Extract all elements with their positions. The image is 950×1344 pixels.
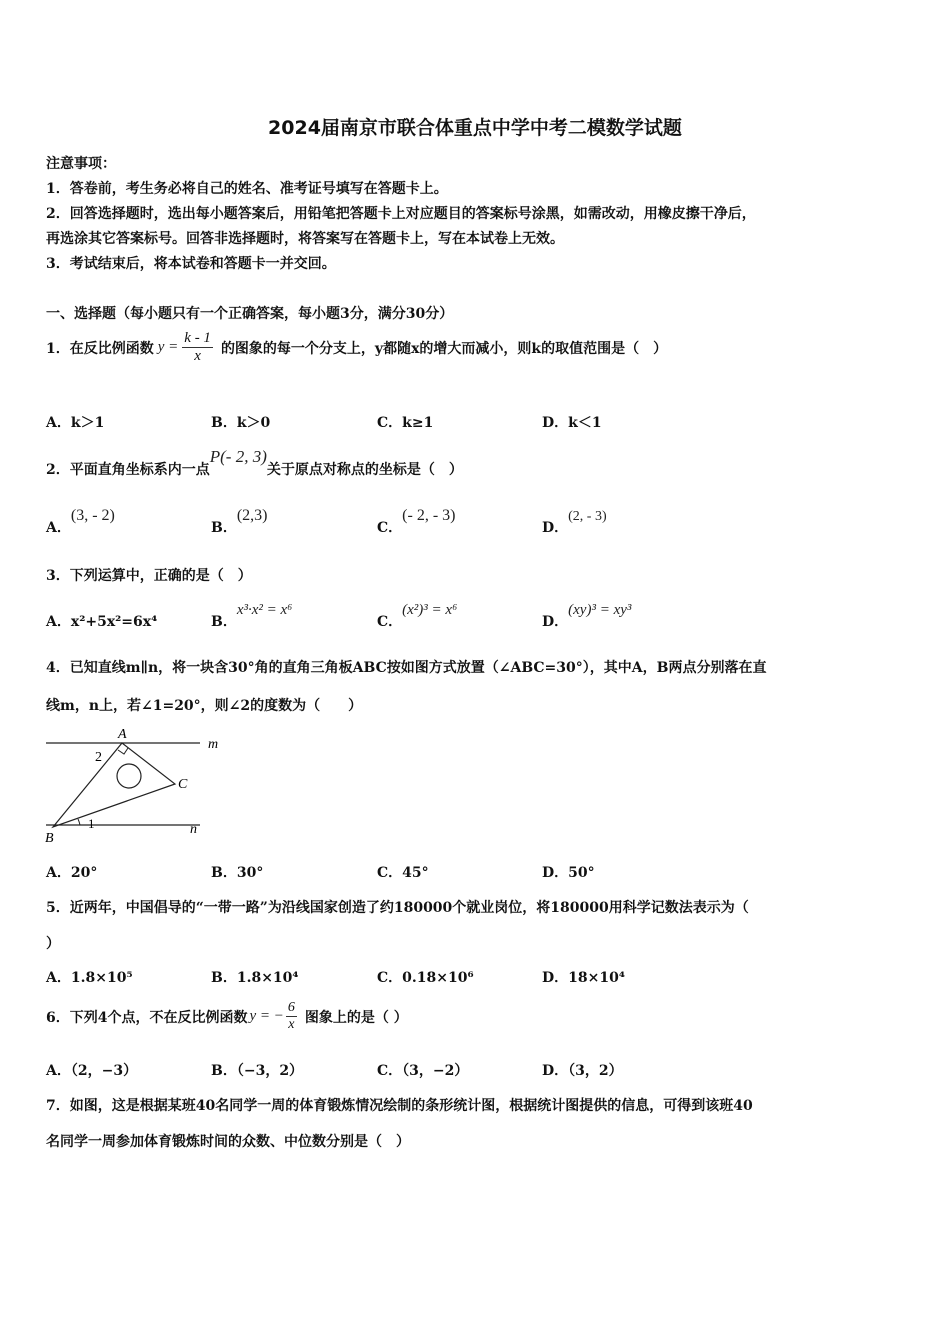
option-text: (2,3) xyxy=(236,507,268,524)
option-text: 1.8×10⁴ xyxy=(236,970,299,986)
question-7-line2: 名同学一周参加体育锻炼时间的众数、中位数分别是（ ） xyxy=(46,1134,410,1150)
q6-option-c xyxy=(377,1060,468,1080)
q5-option-a xyxy=(46,967,133,987)
label-a: A xyxy=(118,727,127,742)
section-heading: 一、选择题（每小题只有一个正确答案，每小题3分，满分30分） xyxy=(46,306,454,322)
question-1-stem xyxy=(46,330,667,365)
q1-suffix: 的图象的每一个分支上，y都随x的增大而减小，则k的取值范围是（ ） xyxy=(220,340,668,357)
option-label: C． xyxy=(377,614,403,630)
question-5-line2: ） xyxy=(46,936,60,952)
triangle-hole xyxy=(117,764,141,788)
triangle-abc xyxy=(53,743,175,827)
q1-option-b xyxy=(211,412,270,432)
option-text: (xy)³ = xy³ xyxy=(568,602,632,618)
option-label: B． xyxy=(211,614,237,630)
option-text: 30° xyxy=(236,865,264,881)
option-text: 1.8×10⁵ xyxy=(70,970,133,986)
option-label: D． xyxy=(542,970,569,986)
q6-prefix: 6．下列4个点，不在反比例函数 xyxy=(46,1009,248,1026)
option-label: B． xyxy=(211,1063,237,1079)
q1-frac-den: x xyxy=(194,348,201,364)
option-label: A． xyxy=(46,415,71,431)
option-text: (3, - 2) xyxy=(70,507,115,524)
option-label: C． xyxy=(377,415,403,431)
option-label: A． xyxy=(46,614,71,630)
note-item: 再选涂其它答案标号。回答非选择题时，将答案写在答题卡上，写在本试卷上无效。 xyxy=(46,231,564,247)
option-text: 18×10⁴ xyxy=(568,970,625,986)
triangle-figure xyxy=(40,722,240,850)
label-m: m xyxy=(208,737,219,752)
option-label: C． xyxy=(377,520,403,536)
label-b: B xyxy=(45,831,54,846)
q2-prefix: 2．平面直角坐标系内一点 xyxy=(46,462,210,478)
option-label: A． xyxy=(46,865,71,881)
label-n: n xyxy=(190,822,197,837)
option-label: D． xyxy=(542,1063,569,1079)
q5-option-d xyxy=(542,967,625,987)
label-angle-2: 2 xyxy=(95,750,102,765)
option-label: B． xyxy=(211,970,237,986)
question-2-stem xyxy=(46,447,463,478)
option-label: D． xyxy=(542,520,569,536)
q1-option-d xyxy=(542,412,602,432)
option-text: (2, - 3) xyxy=(568,509,607,524)
q2-option-d xyxy=(542,505,607,536)
label-angle-1: 1 xyxy=(88,816,95,831)
q4-option-c xyxy=(377,862,429,882)
option-label: A． xyxy=(46,1063,71,1079)
option-text: 20° xyxy=(70,865,98,881)
q1-fraction xyxy=(182,330,213,365)
q1-option-c xyxy=(377,412,433,432)
q3-option-a xyxy=(46,611,157,631)
notes-heading: 注意事项： xyxy=(46,156,116,172)
option-text: （3，−2） xyxy=(402,1063,469,1079)
q1-prefix: 1．在反比例函数 xyxy=(46,340,154,357)
option-text: 50° xyxy=(568,865,595,881)
option-label: C． xyxy=(377,865,403,881)
option-label: C． xyxy=(377,970,403,986)
option-text: k＞0 xyxy=(236,415,271,431)
option-label: A． xyxy=(46,520,71,536)
note-item: 3．考试结束后，将本试卷和答题卡一并交回。 xyxy=(46,256,336,272)
q6-y-eq: y = − xyxy=(249,1008,284,1024)
option-text: k≥1 xyxy=(402,415,434,431)
option-text: k＞1 xyxy=(70,415,105,431)
q5-option-c xyxy=(377,967,474,987)
q2-option-c xyxy=(377,505,456,536)
note-item: 1．答卷前，考生务必将自己的姓名、准考证号填写在答题卡上。 xyxy=(46,181,448,197)
option-label: D． xyxy=(542,865,569,881)
option-text: （−3，2） xyxy=(236,1063,304,1079)
q6-option-b xyxy=(211,1060,303,1080)
option-text: k＜1 xyxy=(568,415,602,431)
question-7-line1: 7．如图，这是根据某班40名同学一周的体育锻炼情况绘制的条形统计图，根据统计图提供的信息，可得到该班40 xyxy=(46,1098,753,1114)
q2-point: P(- 2, 3) xyxy=(209,447,267,466)
question-5-line1: 5．近两年，中国倡导的“一带一路”为沿线国家创造了约180000个就业岗位，将180000用科学记数法表示为（ xyxy=(46,900,749,916)
question-3-stem: 3．下列运算中，正确的是（ ） xyxy=(46,568,252,584)
option-label: D． xyxy=(542,415,569,431)
q6-frac-num: 6 xyxy=(287,1000,295,1015)
q4-option-b xyxy=(211,862,263,882)
q6-frac-den: x xyxy=(288,1017,295,1032)
option-text: x³·x² = x⁶ xyxy=(236,602,293,618)
option-text: (x²)³ = x⁶ xyxy=(402,602,458,618)
q3-option-b xyxy=(211,599,293,630)
question-6-stem xyxy=(46,1000,408,1033)
option-label: B． xyxy=(211,520,237,536)
q3-option-c xyxy=(377,599,458,630)
option-text: （2，−3） xyxy=(70,1063,138,1079)
option-label: D． xyxy=(542,614,569,630)
label-c: C xyxy=(178,777,188,792)
option-text: （3，2） xyxy=(568,1063,623,1079)
option-label: B． xyxy=(211,415,237,431)
question-4-line2: 线m，n上，若∠1=20°，则∠2的度数为（ ） xyxy=(46,698,363,714)
q2-option-b xyxy=(211,505,268,536)
q6-option-a xyxy=(46,1060,137,1080)
option-text: 0.18×10⁶ xyxy=(402,970,474,986)
note-item: 2．回答选择题时，选出每小题答案后，用铅笔把答题卡上对应题目的答案标号涂黑，如需改动，用橡皮擦干净后， xyxy=(46,206,756,222)
option-text: x²+5x²=6x⁴ xyxy=(70,614,158,630)
question-4-line1: 4．已知直线m∥n，将一块含30°角的直角三角板ABC按如图方式放置（∠ABC=30°），其中A，B两点分别落在直 xyxy=(46,660,767,676)
q6-suffix: 图象上的是（ ） xyxy=(304,1009,408,1026)
option-label: C． xyxy=(377,1063,403,1079)
q1-option-a xyxy=(46,412,104,432)
q2-option-a xyxy=(46,505,115,536)
q1-frac-num: k - 1 xyxy=(184,330,211,346)
q1-y-eq: y = xyxy=(157,339,179,355)
q6-fraction xyxy=(286,1000,297,1033)
option-label: A． xyxy=(46,970,71,986)
option-text: (- 2, - 3) xyxy=(402,507,456,524)
option-label: B． xyxy=(211,865,237,881)
q4-option-d xyxy=(542,862,595,882)
q6-option-d xyxy=(542,1060,623,1080)
q5-option-b xyxy=(211,967,299,987)
angle-1-arc xyxy=(78,819,80,825)
q2-suffix: 关于原点对称点的坐标是（ ） xyxy=(266,462,463,478)
q4-option-a xyxy=(46,862,97,882)
q3-option-d xyxy=(542,599,632,630)
page-title: 2024届南京市联合体重点中学中考二模数学试题 xyxy=(268,117,682,139)
option-text: 45° xyxy=(402,865,429,881)
right-angle-mark xyxy=(118,748,128,754)
